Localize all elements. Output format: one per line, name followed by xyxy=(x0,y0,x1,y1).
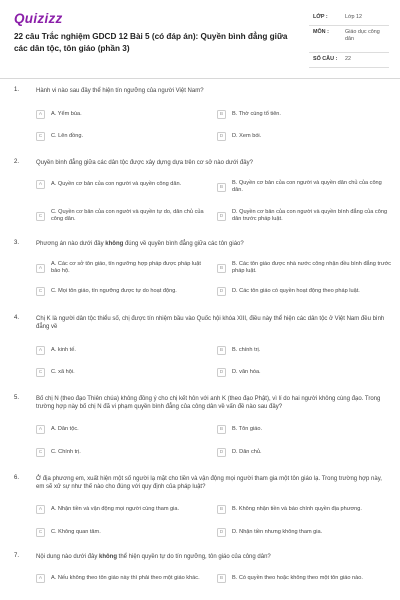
option-c[interactable] xyxy=(36,528,211,537)
option-letter-box: C xyxy=(36,287,45,296)
question-number: 3. xyxy=(14,240,20,246)
meta-subject xyxy=(309,26,389,53)
option-letter-box: B xyxy=(217,574,226,583)
option-b[interactable] xyxy=(217,505,392,514)
option-letter-box: C xyxy=(36,132,45,141)
meta-key: MÔN : xyxy=(313,29,329,35)
option-letter-box: D xyxy=(217,368,226,377)
option-letter-box: B xyxy=(217,110,226,119)
option-text: D. Quyền cơ bản của con người và quyền bình đẳng của công dân trước pháp luật. xyxy=(232,209,388,222)
question-number: 5. xyxy=(14,395,20,401)
option-c[interactable] xyxy=(36,287,211,296)
header-divider xyxy=(0,78,400,79)
option-c[interactable] xyxy=(36,368,211,377)
question-text-pre: Phương án nào dưới đây xyxy=(36,241,106,247)
meta-key: SỐ CÂU : xyxy=(313,56,338,62)
option-text: D. Nhận tiền nhưng không tham gia. xyxy=(232,529,323,535)
question-text xyxy=(36,553,386,561)
option-text: B. Quyền cơ bản của con người và quyền dân chủ của công dân. xyxy=(232,180,382,193)
option-letter-box: B xyxy=(217,425,226,434)
option-text: D. Các tôn giáo có quyền hoạt động theo pháp luật. xyxy=(232,288,360,294)
option-c[interactable] xyxy=(36,132,211,141)
question-number: 1. xyxy=(14,87,20,93)
option-b[interactable] xyxy=(217,346,392,355)
option-text: C. Chính trị. xyxy=(51,449,81,455)
option-text: A. kinh tế. xyxy=(51,347,76,353)
question-number: 6. xyxy=(14,475,20,481)
option-letter-box: D xyxy=(217,132,226,141)
option-letter-box: D xyxy=(217,212,226,221)
option-b[interactable] xyxy=(217,574,392,583)
question-text: Bố chị N (theo đạo Thiên chúa) không đồng ý cho chị kết hôn với anh K (theo đạo Phật), vì lí do hai người không cùng đạo. Trong trường hợp này bố chị N đã vi phạm quyền bình đẳng của công dân về vấn đề nào sau đây? xyxy=(36,396,381,410)
option-text: C. Mọi tôn giáo, tín ngưỡng được tự do hoạt động. xyxy=(51,288,177,294)
meta-question-count xyxy=(309,53,389,68)
option-d[interactable] xyxy=(217,368,392,377)
option-d[interactable] xyxy=(217,132,392,141)
meta-value: Giáo dục công dân xyxy=(345,29,380,42)
option-text: A. Nhận tiền và vận động mọi người cùng tham gia. xyxy=(51,506,180,512)
option-letter-box: B xyxy=(217,183,226,192)
worksheet-title: 22 câu Trắc nghiệm GDCD 12 Bài 5 (có đáp án): Quyền bình đẳng giữa các dân tộc, tôn giáo (phần 3) xyxy=(14,32,288,53)
option-letter-box: C xyxy=(36,528,45,537)
option-text: B. Không nhận tiền và báo chính quyền địa phương. xyxy=(232,506,362,512)
question-number: 4. xyxy=(14,315,20,321)
question-text: Chị K là người dân tộc thiểu số, chị được tín nhiệm bầu vào Quốc hội khóa XIII, điều này thể hiện các dân tộc ở Việt Nam đều bình đẳng về xyxy=(36,316,385,330)
option-letter-box: D xyxy=(217,448,226,457)
question-text: Quyền bình đẳng giữa các dân tộc được xây dựng dựa trên cơ sở nào dưới đây? xyxy=(36,160,253,166)
option-letter-box: C xyxy=(36,212,45,221)
option-text: B. chính trị. xyxy=(232,347,261,353)
meta-value: 22 xyxy=(345,56,351,62)
option-letter-box: B xyxy=(217,505,226,514)
meta-key: LỚP : xyxy=(313,14,328,20)
option-text: D. Xem bói. xyxy=(232,133,262,139)
option-text: A. Nếu không theo tôn giáo này thì phải theo một giáo khác. xyxy=(51,575,200,581)
quizizz-logo: Quizizz xyxy=(14,11,63,26)
meta-grade xyxy=(309,11,389,26)
option-b[interactable] xyxy=(217,180,392,194)
question-text-pre: Nội dung nào dưới đây xyxy=(36,554,99,560)
question-text: Hành vi nào sau đây thể hiện tín ngưỡng của người Việt Nam? xyxy=(36,88,204,94)
option-letter-box: A xyxy=(36,425,45,434)
option-text: A. Dân tộc. xyxy=(51,426,79,432)
option-text: C. Lên đồng. xyxy=(51,133,84,139)
option-text: A. Các cơ sở tôn giáo, tín ngưỡng hợp pháp được pháp luật bảo hộ. xyxy=(51,261,201,274)
option-b[interactable] xyxy=(217,110,392,119)
question-text-emphasis: không xyxy=(105,241,124,247)
option-c[interactable] xyxy=(36,448,211,457)
option-d[interactable] xyxy=(217,528,392,537)
option-letter-box: A xyxy=(36,505,45,514)
option-text: A. Yểm bùa. xyxy=(51,111,82,117)
option-text: B. Tôn giáo. xyxy=(232,426,263,432)
meta-info xyxy=(309,11,389,68)
option-c[interactable] xyxy=(36,209,211,223)
option-letter-box: D xyxy=(217,287,226,296)
option-a[interactable] xyxy=(36,180,211,189)
option-d[interactable] xyxy=(217,209,392,223)
option-a[interactable] xyxy=(36,574,211,583)
question-text-emphasis: không xyxy=(99,554,117,560)
option-letter-box: A xyxy=(36,346,45,355)
option-a[interactable] xyxy=(36,425,211,434)
option-text: A. Quyền cơ bản của con người và quyền công dân. xyxy=(51,181,182,187)
option-letter-box: C xyxy=(36,368,45,377)
question-number: 2. xyxy=(14,159,20,165)
option-text: B. Có quyền theo hoặc không theo một tôn giáo nào. xyxy=(232,575,363,581)
option-b[interactable] xyxy=(217,425,392,434)
option-d[interactable] xyxy=(217,448,392,457)
option-letter-box: B xyxy=(217,264,226,273)
option-text: D. Dân chủ. xyxy=(232,449,262,455)
option-letter-box: C xyxy=(36,448,45,457)
option-letter-box: A xyxy=(36,264,45,273)
question-text-post: thể hiện quyền tự do tín ngưỡng, tôn giáo của công dân? xyxy=(117,554,271,560)
question-text xyxy=(36,240,386,248)
option-text: C. xã hội. xyxy=(51,369,75,375)
option-letter-box: B xyxy=(217,346,226,355)
option-a[interactable] xyxy=(36,346,211,355)
option-b[interactable] xyxy=(217,261,392,275)
option-text: B. Thờ cúng tổ tiên. xyxy=(232,111,281,117)
option-letter-box: A xyxy=(36,180,45,189)
option-a[interactable] xyxy=(36,110,211,119)
meta-value: Lớp 12 xyxy=(345,14,363,20)
option-text: C. Quyền cơ bản của con người và quyền tự do, dân chủ của công dân. xyxy=(51,209,204,222)
question-text: Ở địa phương em, xuất hiện một số người lạ mặt cho tiền và vận động mọi người tham gia một tôn giáo lạ. Trong trường hợp này, em sẽ xử sự như thế nào cho đúng với quy định của pháp luật? xyxy=(36,476,382,490)
option-d[interactable] xyxy=(217,287,392,296)
option-letter-box: A xyxy=(36,574,45,583)
option-text: B. Các tôn giáo được nhà nước công nhận đều bình đẳng trước pháp luật. xyxy=(232,261,392,274)
option-letter-box: A xyxy=(36,110,45,119)
option-letter-box: D xyxy=(217,528,226,537)
option-a[interactable] xyxy=(36,505,211,514)
option-a[interactable] xyxy=(36,261,211,275)
question-text-post: đúng về quyền bình đẳng giữa các tôn giáo? xyxy=(123,241,244,247)
question-number: 7. xyxy=(14,553,20,559)
option-text: C. Không quan tâm. xyxy=(51,529,101,535)
option-text: D. văn hóa. xyxy=(232,369,261,375)
